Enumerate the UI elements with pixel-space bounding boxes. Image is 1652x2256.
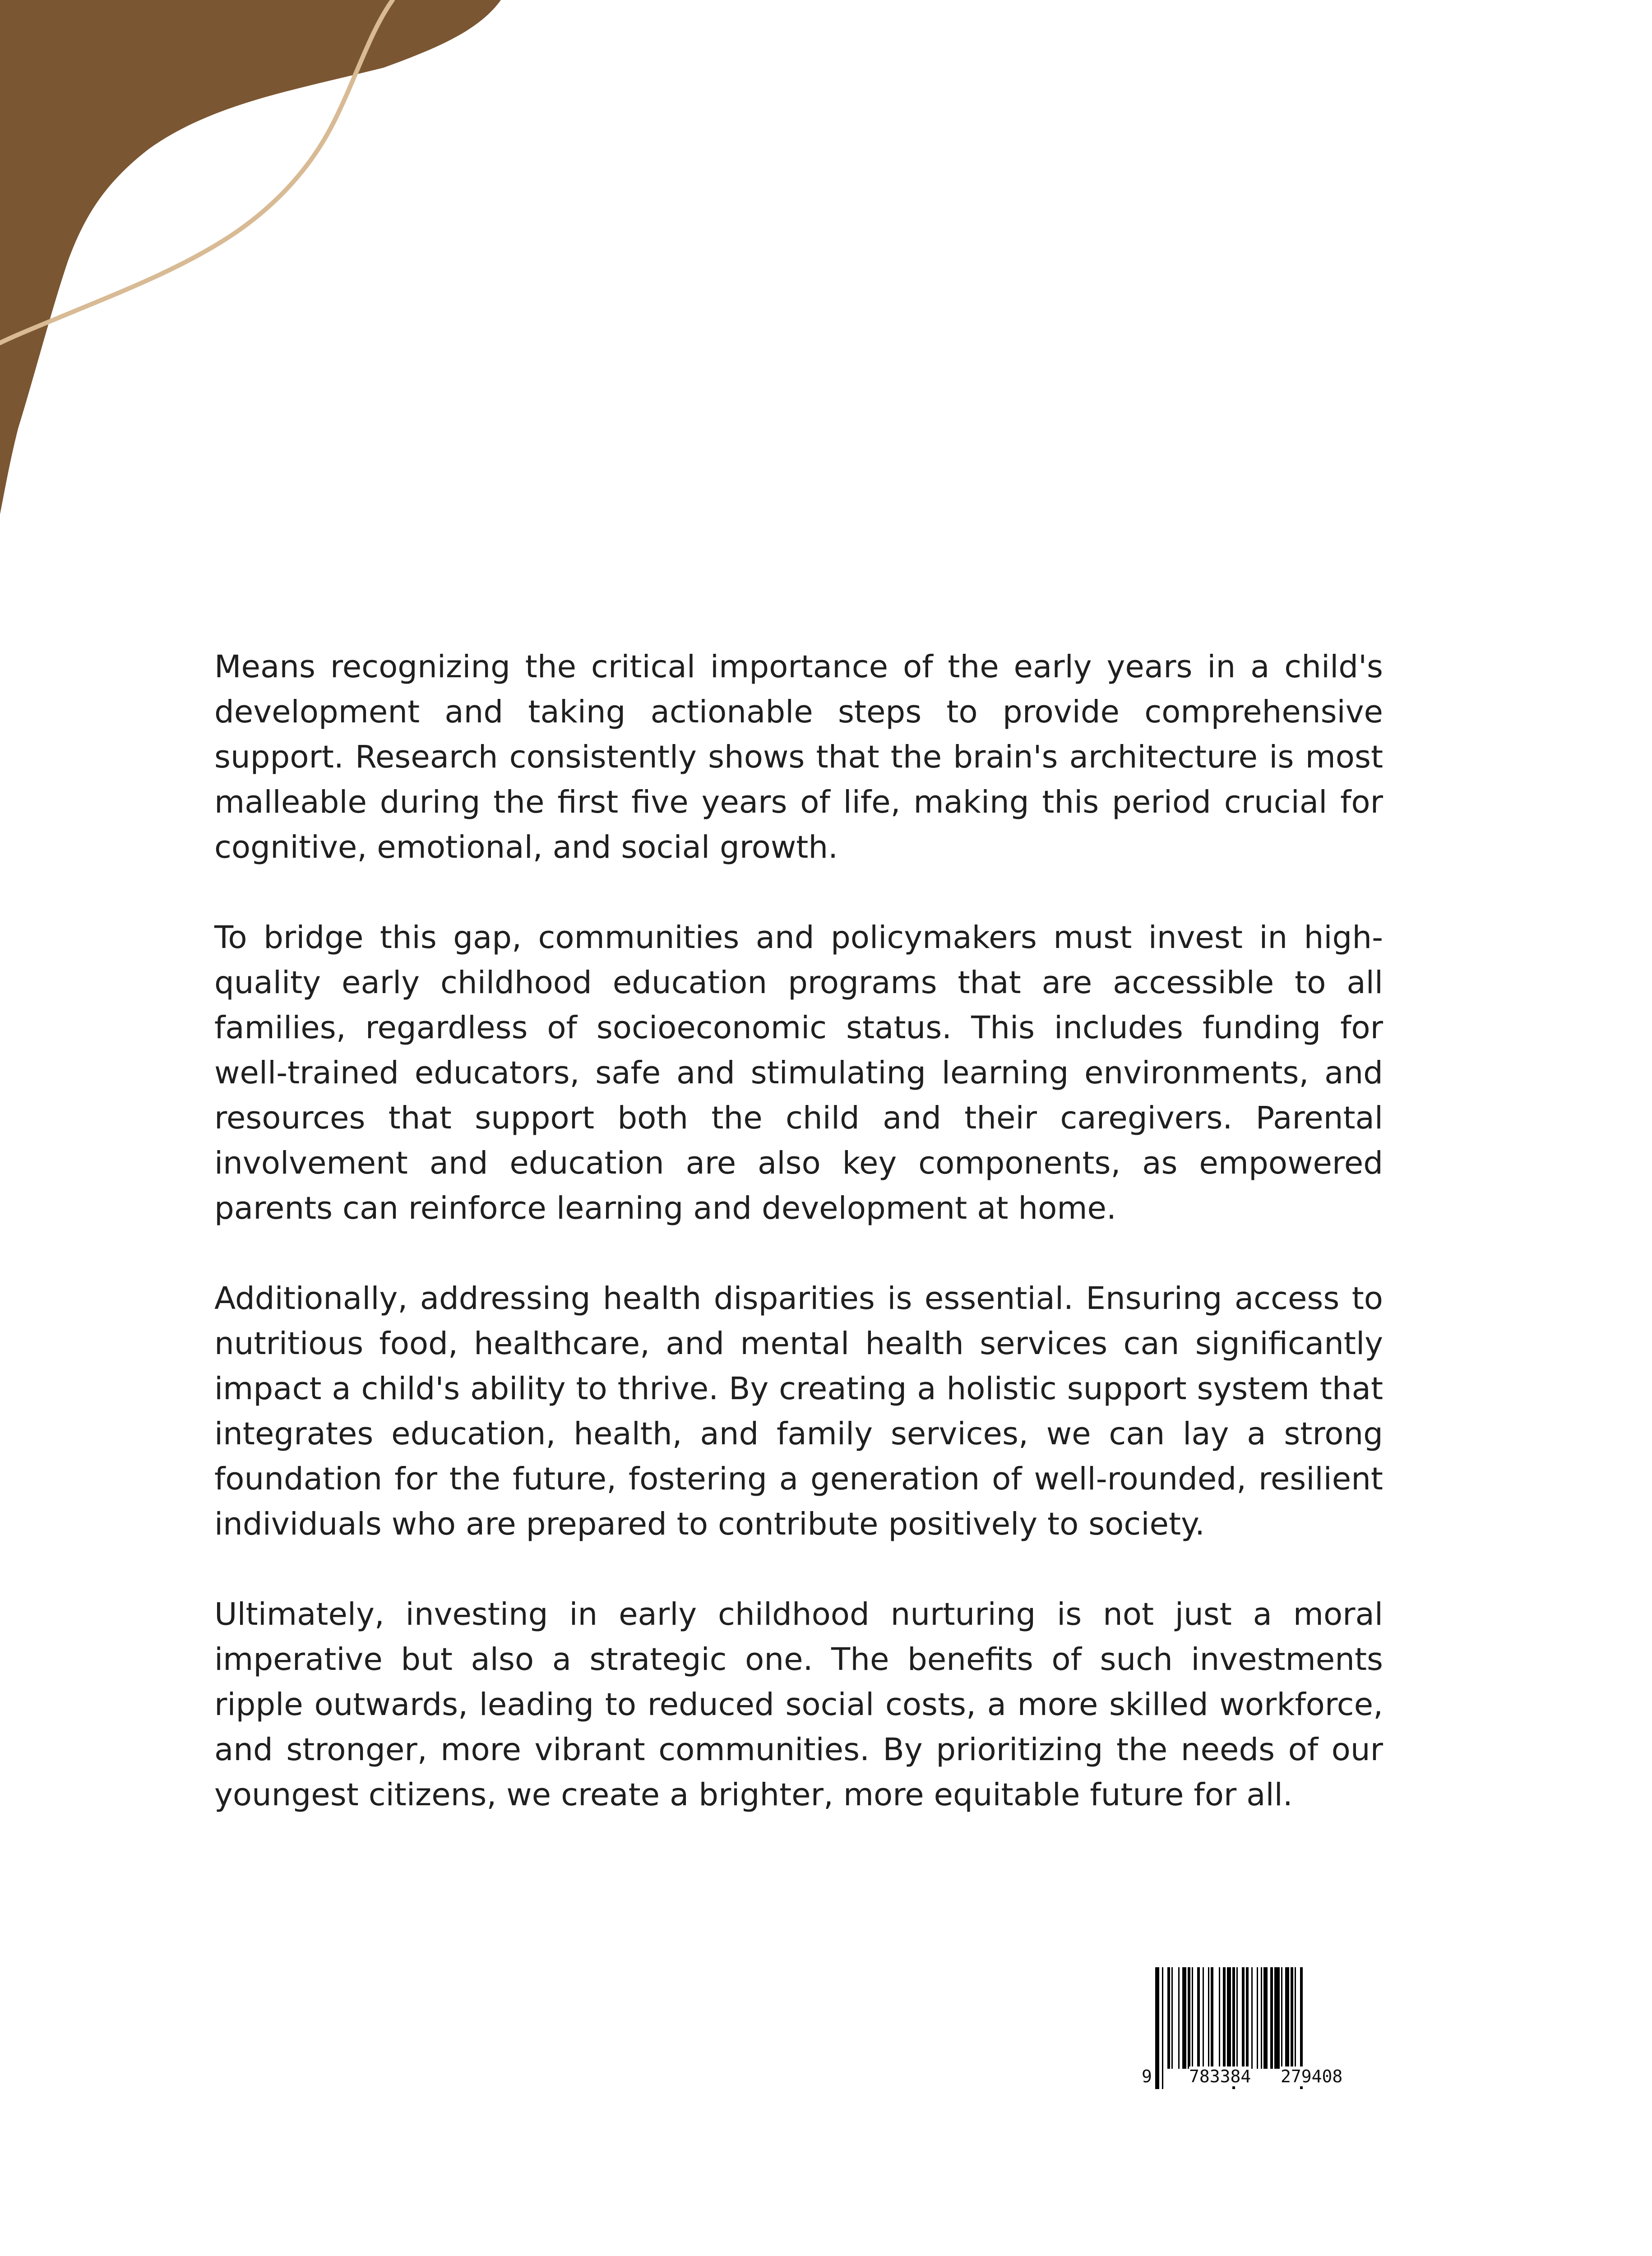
barcode-bar	[1261, 1967, 1262, 2069]
paragraph-1: Means recognizing the critical importance of the early years in a child's development and taking actionable steps to provide comprehensive support. Research consistently shows that the brain's architecture is most malleable during the first five years of life, making this period crucial for cognitive, emotional, and social growth.	[214, 649, 1383, 865]
barcode-bar	[1188, 1967, 1190, 2069]
barcode-bar	[1223, 1967, 1226, 2069]
barcode-bar	[1192, 1967, 1193, 2069]
barcode-bar	[1208, 1967, 1209, 2069]
barcode-bar	[1197, 1967, 1200, 2069]
corner-decoration	[0, 0, 505, 514]
barcode-bar	[1171, 1967, 1173, 2069]
barcode-bar	[1270, 1967, 1273, 2069]
paragraph-4: Ultimately, investing in early childhood nurturing is not just a moral imperative but also a strategic one. The benefits of such investments ripple outwards, leading to reduced social costs, a more skilled workforce, and stronger, more vibrant communities. By prioritizing the needs of our youngest citizens, we create a brighter, more equitable future for all.	[214, 1596, 1383, 1813]
paragraph-3: Additionally, addressing health disparities is essential. Ensuring access to nutritious food, healthcare, and mental health services can significantly impact a child's ability to thrive. By creating a holistic support system that integrates education, health, and family services, we can lay a strong foundation for the future, fostering a generation of well-rounded, resilient individuals who are prepared to contribute positively to society.	[214, 1281, 1383, 1542]
back-cover-text	[214, 644, 1383, 1817]
barcode-bar	[1246, 1967, 1249, 2069]
barcode-bar	[1178, 1967, 1180, 2069]
barcode-digits-right: 279408	[1281, 2066, 1343, 2086]
barcode-digit-first: 9	[1142, 2066, 1152, 2086]
barcode-bar	[1155, 1967, 1159, 2089]
barcode-bar	[1251, 1967, 1253, 2069]
barcode-bar	[1257, 1967, 1258, 2069]
barcode-bar	[1242, 1967, 1245, 2069]
barcode-bar	[1274, 1967, 1280, 2069]
barcode-bar	[1291, 1967, 1293, 2069]
barcode-bar	[1162, 1967, 1163, 2089]
barcode-bar	[1167, 1967, 1170, 2069]
barcode-bar	[1227, 1967, 1231, 2069]
barcode-digits-left: 783384	[1189, 2066, 1251, 2086]
barcode-bar	[1263, 1967, 1268, 2069]
barcode-bar	[1219, 1967, 1220, 2069]
barcode-bar	[1211, 1967, 1213, 2069]
barcode-bar	[1236, 1967, 1238, 2069]
barcode-bar	[1182, 1967, 1186, 2069]
barcode-bar	[1285, 1967, 1289, 2069]
barcode-bar	[1295, 1967, 1296, 2069]
corner-brown-shape	[0, 0, 501, 514]
barcode-bar	[1203, 1967, 1204, 2069]
paragraph-2: To bridge this gap, communities and policymakers must invest in high-quality early childhood education programs that are accessible to all families, regardless of socioeconomic status. This includes funding for well-trained educators, safe and stimulating learning environments, and resources that support both the child and their caregivers. Parental involvement and education are also key components, as empowered parents can reinforce learning and development at home.	[214, 920, 1383, 1226]
barcode-bar	[1281, 1967, 1282, 2069]
